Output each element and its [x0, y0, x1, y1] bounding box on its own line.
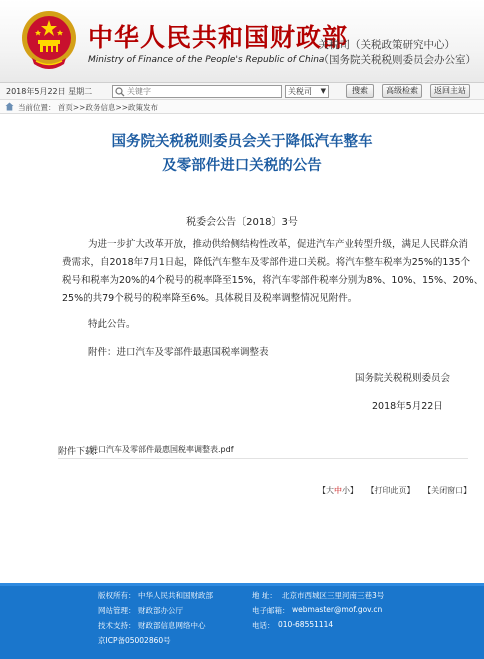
- footer-strip: [0, 583, 484, 586]
- home-icon: [5, 102, 14, 111]
- paragraph-line-3: 税号和税率为20%的4个税号的税率降至15%，将汽车零部件税率分别为8%、10%、15%、20%、: [62, 275, 484, 286]
- tech-support-label: 技术支持：: [98, 621, 136, 630]
- breadcrumb-path[interactable]: 当前位置： 首页>>政务信息>>政策发布: [18, 103, 159, 112]
- paragraph-line-4: 25%的共79个税号的税率降至6%。具体税目及税率调整情况见附件。: [62, 293, 358, 304]
- search-icon: [115, 87, 125, 97]
- print-page-link[interactable]: 【打印此页】: [366, 486, 415, 495]
- site-header: [0, 0, 484, 83]
- download-label: 附件下载:: [58, 447, 98, 457]
- signed-date: 2018年5月22日: [372, 401, 443, 412]
- address-value: 北京市西城区三里河南三巷3号: [282, 591, 385, 600]
- phone-label: 电话：: [252, 621, 275, 630]
- search-box[interactable]: [112, 85, 282, 98]
- site-manager-value: 财政部办公厅: [138, 606, 183, 615]
- closing-text: 特此公告。: [88, 319, 136, 330]
- search-button[interactable]: 搜索: [346, 84, 374, 98]
- search-scope-value: 关税司: [288, 87, 312, 96]
- phone-value: 010-68551114: [278, 620, 334, 629]
- close-window-link[interactable]: 【关闭窗口】: [423, 486, 472, 495]
- copyright-label: 版权所有：: [98, 591, 136, 600]
- attachment-download-link[interactable]: 进口汽车及零部件最惠国税率调整表.pdf: [90, 445, 234, 454]
- breadcrumb: [0, 99, 484, 114]
- department-line-1: 关税司（关税政策研究中心）: [318, 39, 455, 51]
- icp-number[interactable]: 京ICP备05002860号: [98, 636, 171, 645]
- address-label: 地 址：: [252, 591, 277, 600]
- search-input[interactable]: [125, 87, 267, 97]
- department-line-2: （国务院关税税则委员会办公室）: [318, 54, 476, 66]
- chevron-down-icon: ▼: [320, 87, 326, 95]
- national-emblem-icon: [18, 8, 80, 74]
- site-manager-label: 网站管理：: [98, 606, 136, 615]
- document-number: 税委会公告〔2018〕3号: [186, 217, 298, 228]
- site-title: 中华人民共和国财政部: [88, 23, 349, 52]
- article-title-line-2: 及零部件进口关税的公告: [162, 158, 322, 174]
- current-date: 2018年5月22日 星期二: [6, 87, 93, 96]
- paragraph-line-2: 费需求，自2018年7月1日起，降低汽车整车及零部件进口关税。将汽车整车税率为25%的135个: [62, 257, 471, 268]
- attachment-line: 附件：进口汽车及零部件最惠国税率调整表: [88, 347, 269, 358]
- site-footer: [0, 583, 484, 659]
- signature: 国务院关税税则委员会: [355, 373, 451, 384]
- back-home-button[interactable]: 返回主站: [430, 84, 470, 98]
- site-title-english: Ministry of Finance of the People's Republic of China: [88, 55, 325, 65]
- email-label: 电子邮箱：: [252, 606, 290, 615]
- email-value[interactable]: webmaster@mof.gov.cn: [292, 605, 383, 614]
- page-actions: [318, 485, 471, 496]
- font-size-large-link[interactable]: 【大: [318, 486, 334, 495]
- paragraph-line-1: 为进一步扩大改革开放，推动供给侧结构性改革，促进汽车产业转型升级，满足人民群众消: [88, 239, 469, 250]
- divider: [58, 458, 468, 459]
- search-scope-select[interactable]: [285, 85, 329, 98]
- font-size-small-link[interactable]: 小】: [342, 486, 358, 495]
- copyright-value: 中华人民共和国财政部: [138, 591, 213, 600]
- article-title-line-1: 国务院关税税则委员会关于降低汽车整车: [111, 134, 373, 150]
- tech-support-value: 财政部信息网络中心: [138, 621, 206, 630]
- advanced-search-button[interactable]: 高级检索: [382, 84, 422, 98]
- font-size-medium-link[interactable]: 中: [334, 486, 342, 495]
- top-toolbar: [0, 83, 484, 99]
- department-name: [319, 38, 477, 68]
